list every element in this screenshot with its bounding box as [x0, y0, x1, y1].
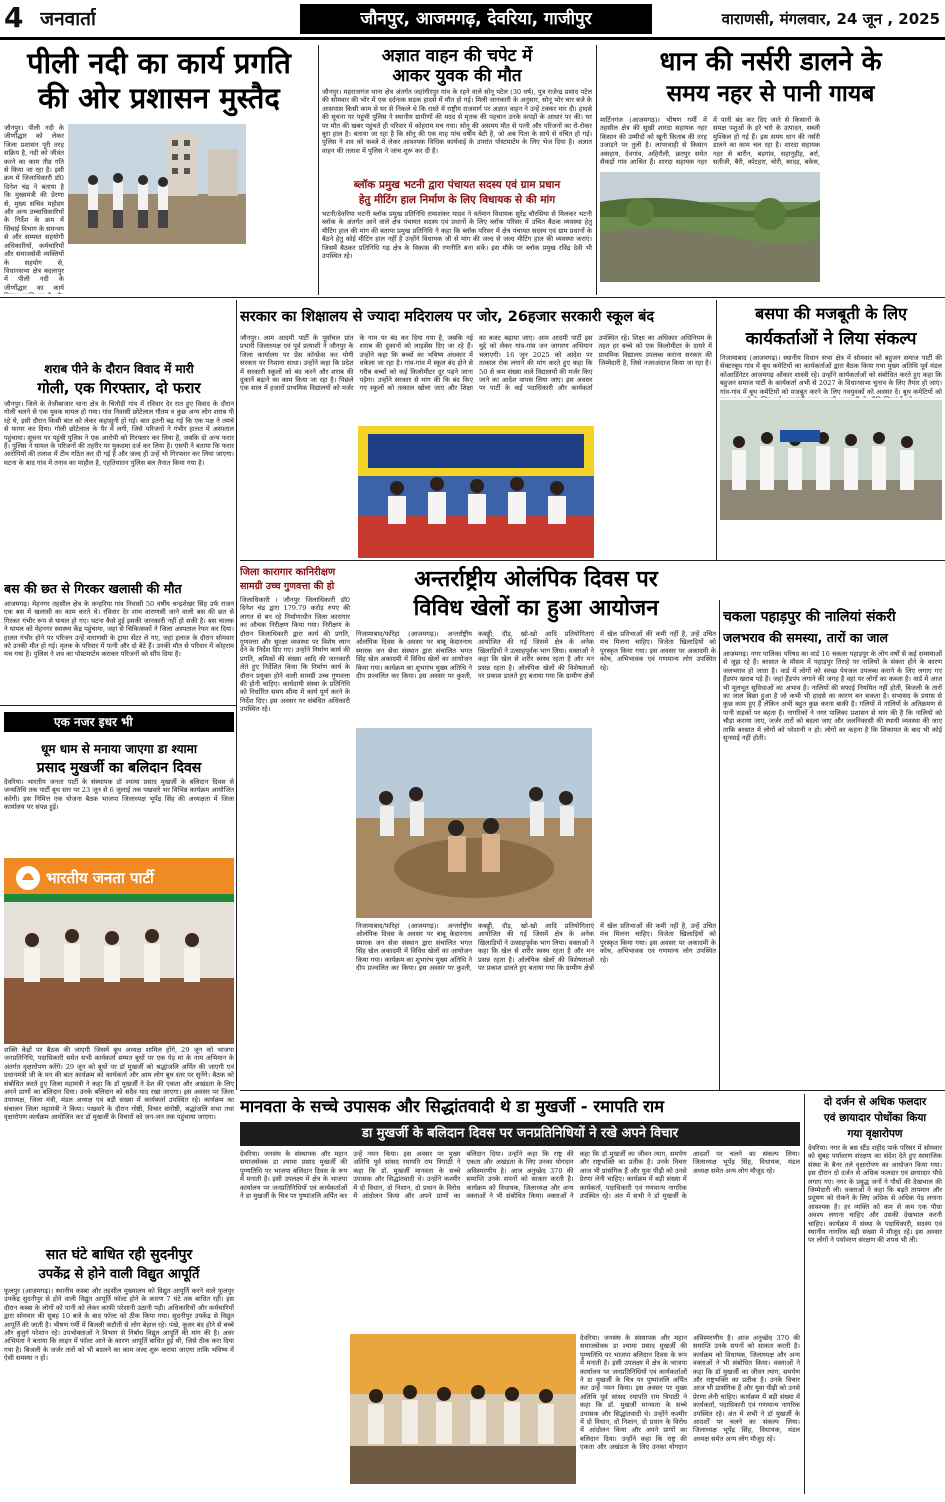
article-body-right: [596, 728, 716, 918]
article-body-right: [598, 426, 712, 558]
tribute-event-photo: [350, 1334, 576, 1484]
article-olympic-day: [356, 566, 716, 1086]
subheadline-text: डा मुखर्जी के बलिदान दिवस पर जनप्रतिनिधियों ने रखे अपने विचार: [361, 1126, 679, 1141]
article-bsp-resolve: [720, 302, 942, 602]
bjp-meeting-photo: [4, 858, 234, 1044]
article-power-cut: [4, 1245, 234, 1497]
wrestling-photo: [356, 728, 592, 918]
section-label-bar: [4, 712, 234, 732]
headline-line2: एवं छायादार पोधोंका किया: [823, 1112, 927, 1124]
headline-line1: पीली नदी का कार्य प्रगति: [27, 46, 291, 80]
headline-line2: कार्यकर्ताओं ने लिया संकल्प: [745, 329, 917, 349]
article-body-col1: जौनपुर। पीली नदी के जीर्णोद्धार को लेकर जिला प्रशासन पूरी तरह सक्रिय है, नदी को जीवंत करने का काम तीव्र गति से किया जा रहा है। इसी क्रम में जिलाधिकारी डॉ0 दिनेश चंद्र ने बताया है कि मुख्यमंत्री की प्रेरणा से, मुख्य सचिव महोदय और अन्य उच्चाधिकारियों के निर्देश के क्रम में सिंचाई विभाग के समन्वय से और सम्मस्त सहयोगी अधिकारियों, कर्मचारियों और समाजसेवी व्यक्तियों के सहयोग से, विधानसभा क्षेत्र बदलापुर में पीली नदी के जीर्णोद्धार का कार्य: [4, 124, 64, 292]
rule-2: [596, 45, 597, 295]
article-body-top: निजामाबाद/फरिहां (आजमगढ़)। अन्तर्राष्ट्रीय ओलंपिक दिवस के अवसर पर बाबू केदारनाथ स्मारक जन सेवा संस्थान द्वारा संचालित भगत सिंह खेल अकादमी में विविध खेलों का आयोजन किया गया। कार्यक्रम का शुभारंभ मुख्य अतिथि ने दीप प्रज्वलित कर किया। इस अवसर पर कुश्ती, कबड्डी, दौड़, खो-खो आदि प्रतियोगिताएं आयोजित की गईं जिसमें क्षेत्र के अनेक खिलाड़ियों ने उत्साहपूर्वक भाग लिया। वक्ताओं ने कहा कि खेल से शरीर स्वस्थ रहता है और मन प्रसन्न रहता है। ओलंपिक खेलों की विशेषताओं पर प्रकाश डालते हुए बताया गया कि ग्रामीण क्षेत्रों में खेल प्रतिभाओं की कमी नहीं है, उन्हें उचित मंच मिलना चाहिए। विजेता खिलाड़ियों को पुरस्कृत किया गया। इस अवसर पर अकादमी के कोच, अभिभावक एवं गणमान्य लोग उपस्थित रहे।: [356, 630, 716, 681]
article-schools-closed: [240, 302, 712, 558]
bsp-meeting-photo: [720, 400, 942, 520]
region-text: जौनपुर, आजमगढ़, देवरिया, गाजीपुर: [360, 9, 592, 29]
headline-line1: शराब पीने के दौरान विवाद में मारी: [44, 362, 194, 376]
headline-line1: धूम धाम से मनाया जाएगा डा श्यामा: [41, 742, 197, 756]
article-body: भटनी/देवरिया भटनी ब्लॉक प्रमुख प्रतिनिधि रामाशंकर यादव ने वर्तमान विधायक सुरेंद्र चौरसिया से मिलकर भटनी ब्लॉक के अंतर्गत आने वाले क्षेत्र पंचायत सदस्य एवं प्रधानों के लिए ब्लॉक परिसर में उचित बैठक व्यवस्था हेतु मीटिंग हाल की मांग की बताया प्रमुख प्रतिनिधि ने कहा कि ब्लॉक परिसर में क्षेत्र पंचायत सदस्य एवं ग्राम प्रधानों के बैठने हेतु कोई मीटिंग हाल नहीं है उन्होंने विधायक जी से मांग की जल्द से जल्द मीटिंग हाल की व्यवस्था कराएं। जिसमें बैठकर प्रतिनिधि गढ़ क्षेत्र के विकास की रणनीति बना सकें। इस मौके पर ब्लॉक प्रमुख रविंद्र देवी भी उपस्थित रहे।: [322, 210, 592, 261]
headline-line1: जिला कारागार कानिरीक्षण: [240, 567, 336, 578]
headline-line2: आकर युवक की मौत: [392, 66, 522, 86]
headline: सरकार का शिक्षालय से ज्यादा मदिरालय पर जोर, 26हजार सरकारी स्कूल बंद: [240, 309, 655, 325]
region-strip: [300, 4, 652, 34]
article-body: देवरिया। नगर के बस स्टैंड शहीद पार्क परिसर में सोमवार को सुबह पर्यावरण संरक्षण का संदेश देते हुए सामाजिक संस्था के बैनर तले वृक्षारोपण का आयोजन किया गया। इस दौरान दो दर्जन से अधिक फलदार एवं छायादार पौधे लगाए गए। नगर के प्रबुद्ध जनों ने पौधों की देखभाल की जिम्मेदारी ली। वक्ताओं ने कहा कि बढ़ते तापमान और प्रदूषण को रोकने के लिए अधिक से अधिक पेड़ लगाना आवश्यक है। हर व्यक्ति को कम से कम एक पौधा अवश्य लगाना चाहिए और उसकी देखभाल करनी चाहिए। कार्यक्रम में संस्था के पदाधिकारी, सदस्य एवं स्थानीय नागरिक बड़ी संख्या में मौजूद रहे। इस अवसर पर लोगों ने पर्यावरण संरक्षण की शपथ भी ली।: [808, 1144, 942, 1245]
article-lead: निजामाबाद (आजमगढ़)। स्थानीय विधान सभा क्षेत्र में सोमवार को बहुजन समाज पार्टी की सेक्टरबूथ गांव में बूथ कमेटियों का कार्यकर्ताओं द्वारा बैठक किया गया मुख्य अतिथि पूर्व मंडल कोआर्डिनेटर आजमगढ़ ओंकार शास्त्री रहे। उन्होंने कार्यकर्ताओं को संबोधित करते हुए कहा कि बहुजन समाज पार्टी के कार्यकर्ता अभी से 2027 के विधानसभा चुनाव के लिए तैयार हो जाएं। गांव-गांव में बूथ कमेटियों को मजबूत करने के लिए नवयुवकों को अवसर दें। बूथ कमेटियों को: [720, 354, 942, 396]
rule-4: [236, 300, 237, 1090]
article-body: जौनपुर। जिले के तेजीबाजार थाना क्षेत्र के चितौड़ी गांव में रविवार देर रात हुए विवाद के दौरान गोली चलने से एक युवक घायल हो गया। गांव निवासी छोटेलाल गौतम व कुछ अन्य लोग शराब पी रहे थे, इसी दौरान किसी बात को लेकर कहासुनी हो गई। बात इतनी बढ़ गई कि एक पक्ष ने तमंचे से फायर कर दिया। गोली छोटेलाल के पैर में लगी, जिसे परिजनों ने गंभीर हालत में अस्पताल पहुंचाया। सूचना पर पहुंची पुलिस ने एक आरोपी को गिरफ्तार कर लिया है, जबकि दो अन्य फरार हैं। पुलिस ने घायल के परिजनों की तहरीर पर मुकदमा दर्ज कर लिया है। एसपी ने बताया कि फरार आरोपियों की तलाश में टीम गठित कर दी गई है और जल्द ही उन्हें भी गिरफ्तार कर लिया जाएगा। घटना के बाद गांव में तनाव का माहौल है, एहतियातन पुलिस बल तैनात किया गया है।: [4, 400, 234, 467]
article-bus-roof: [4, 580, 234, 702]
article-body: जिलाधिकारी । जौनपुर जिलाधिकारी डॉ0 दिनेश चंद्र द्वारा 179.79 करोड़ रुपए की लागत से बन रहे निर्माणाधीन जिला कारागार का औचक निरीक्षण किया गया। निरीक्षण के दौरान जिलाधिकारी द्वारा कार्य की प्रगति, गुणवत्ता और सुरक्षा व्यवस्था पर विशेष ध्यान देने के निर्देश दिए गए। उन्होंने निर्माण कार्य की प्रगति, श्रमिकों की संख्या आदि की जानकारी लेते हुए निर्देशित किया कि निर्माण कार्य के दौरान प्रयुक्त होने वाली सामग्री उच्च गुणवत्ता की होनी चाहिए। कार्यदायी संस्था के प्रतिनिधि को निर्धारित समय सीमा में कार्य पूर्ण करने के निर्देश दिए। इस अवसर पर संबंधित अधिकारी उपस्थित रहे।: [240, 596, 350, 714]
article-body: जौनपुर। महराजगंज थाना क्षेत्र अंतर्गत जहांगीरपुर गांव के रहने वाले सोनू पटेल (30 वर्ष), पुत्र राजेन्द्र प्रसाद पटेल की सोमवार की भोर में एक दर्दनाक सड़क हादसे में मौत हो गई। मिली जानकारी के अनुसार, सोनू भोर चार बजे के आसपास किसी काम से घर से निकले थे कि रास्ते में राष्ट्रीय राजमार्ग पर अज्ञात वाहन ने उन्हें टक्कर मार दी। हादसे की सूचना पर पहुंची पुलिस ने स्थानीय ग्रामीणों की मदद से मृतक की पहचान उनके कपड़ों के आधार पर की। घर पर मौत की खबर पहुंचते ही परिवार में कोहराम मच गया। सोनू की असमय मौत से पत्नी और परिजनों का रो-रोकर बुरा हाल है। बताया जा रहा है कि सोनू की एक माह पांच वर्षीय बेटी है, जो अब पिता के साये से वंचित हो गई। पुलिस ने शव को कब्जे में लेकर आवश्यक विधिक कार्यवाई के उपरांत पोस्टमार्टम के लिए भेज दिया है। अज्ञात वाहन की तलाश में पुलिस ने जांच शुरू कर दी है।: [322, 88, 592, 155]
article-body-text-continued: देवरिया। जनसंघ के संस्थापक और महान समाजसेवक डा श्यामा प्रसाद मुखर्जी की पुण्यतिथि पर भाजपा बलिदान दिवस के रूप में मनाती है। इसी उपलक्ष्य में क्षेत्र के भाजपा कार्यालय पर जनप्रतिनिधियों एवं कार्यकर्ताओं ने डा मुखर्जी के चित्र पर पुष्पांजलि अर्पित कर उन्हें नमन किया। इस अवसर पर मुख्य अतिथि पूर्व सांसद रमापति राम त्रिपाठी ने कहा कि डॉ. मुखर्जी मानवता के सच्चे उपासक और सिद्धांतवादी थे। उन्होंने कश्मीर में दो विधान, दो निशान, दो प्रधान के विरोध में आंदोलन किया और अपने प्राणों का बलिदान दिया। उन्होंने कहा कि राष्ट्र की एकता और अखंडता के लिए उनका योगदान अविस्मरणीय है। आज अनुच्छेद 370 की समाप्ति उनके सपनों को साकार करती है। कार्यक्रम को विधायक, जिलाध्यक्ष और अन्य वक्ताओं ने भी संबोधित किया। वक्ताओं ने कहा कि डॉ मुखर्जी का जीवन त्याग, समर्पण और राष्ट्रभक्ति का प्रतीक है। उनके विचार आज भी प्रासंगिक हैं और युवा पीढ़ी को उनसे प्रेरणा लेनी चाहिए। कार्यक्रम में बड़ी संख्या में कार्यकर्ता, पदाधिकारी एवं गणमान्य नागरिक उपस्थित रहे। अंत में सभी ने डॉ मुखर्जी के आदर्शों पर चलने का संकल्प लिया। जिलाध्यक्ष भूपेंद्र सिंह, विधायक, मंडल अध्यक्ष समेत अन्य लोग मौजूद रहे।: [580, 1334, 800, 1452]
article-chakla-drains: [723, 606, 942, 1088]
headline: मानवता के सच्चे उपासक और सिद्धांतवादी थे डा मुखर्जी - रमापति राम: [240, 1097, 664, 1116]
section-ek-nazar: [4, 712, 234, 1152]
headline-line2: समय नहर से पानी गायब: [666, 81, 875, 107]
headline-line2: हेतु मीटिंग हाल निर्माण के लिए विधायक से की मांग: [358, 194, 556, 206]
article-pili-nadi: [4, 46, 314, 294]
headline-line2: विविध खेलों का हुआ आयोजन: [413, 596, 659, 621]
headline-line2: प्रसाद मुखर्जी का बलिदान दिवस: [36, 760, 202, 776]
article-body: आजमगढ़। नगर पालिका परिषद का वार्ड 16 चकला पहाड़पुर के लोग वर्षों से कई समस्याओं से जूझ रहे हैं। बरसात के मौसम में पहाड़पुर तिराहे पर नालियों के संकरा होने के कारण जलभराव हो जाता है। वार्ड में लोगों को स्वच्छ पेयजल उपलब्ध कराने के लिए लगाए गए हैंडपंप खराब पड़े हैं। जहां हैंडपंप लगाने की जगह है वहां पर लोगों का कब्जा है। वार्ड में आज भी मूलभूत सुविधाओं का अभाव है। नालियों की सफाई नियमित नहीं होती, बिजली के तारों का जाल बिछा हुआ है जो कभी भी हादसे का कारण बन सकता है। सभासद के प्रयास से कुछ काम हुए हैं लेकिन अभी बहुत कुछ करना बाकी है। गलियों में नालियों के अतिक्रमण से पानी सड़कों पर बहता है। नागरिकों ने नगर पालिका प्रशासन से मांग की है कि नालियों को चौड़ा कराया जाए, जर्जर तारों को बदला जाए और जलनिकासी की स्थायी व्यवस्था की जाए ताकि बरसात में लोगों को परेशानी न हो। लोगों का कहना है कि शिकायत के बाद भी कोई सुनवाई नहीं होती।: [723, 650, 942, 743]
article-body-bottom: [356, 922, 716, 1082]
article-tree-plantation: [808, 1094, 942, 1498]
article-block-pramukh: [322, 178, 592, 296]
dateline: वाराणसी, मंगलवार, 24 जून , 2025: [721, 10, 940, 28]
rule-7: [0, 705, 236, 706]
article-body-col2: [68, 246, 246, 294]
page-number: 4: [4, 2, 24, 34]
article-mukherjee-tribute: [240, 1094, 800, 1498]
rule-3: [0, 297, 945, 298]
headline-line1: अज्ञात वाहन की चपेट में: [381, 46, 533, 66]
construction-site-photo: [68, 124, 246, 244]
headline-line2: गोली, एक गिरफ्तार, दो फरार: [37, 379, 201, 397]
headline-line1: धान की नर्सरी डालने के: [659, 47, 882, 77]
rule-5: [716, 300, 717, 560]
rule-9: [240, 1090, 945, 1091]
article-body: फूलपुर (आजमगढ़)। स्थानीय कस्बा और तहसील मुख्यालय को विद्युत आपूर्ति करने वाले फूलपुर उपकेंद्र सुदनीपुर से होने वाली विद्युत आपूर्ति फॉल्ट होने के कारण 7 घंटे तक बाधित रही। इस दौरान कस्बा के लोगों को पानी को लेकर काफी परेशानी उठानी पड़ी। अधिकारियों और कर्मचारियों द्वारा सोमवार की सुबह 10 बजे के बाद फॉल्ट को ठीक किया गया। सुदनीपुर उपकेंद्र से विद्युत आपूर्ति की जाती है। भीषण गर्मी में बिजली कटौती से लोग बेहाल रहे। पंखे, कूलर बंद होने से बच्चे और बुजुर्ग परेशान रहे। उपभोक्ताओं ने विभाग से निर्बाध विद्युत आपूर्ति की मांग की है। अवर अभियंता ने बताया कि लाइन में फॉल्ट आने के कारण आपूर्ति बाधित हुई थी, जिसे ठीक करा दिया गया है। बिजली के जर्जर तारों को भी बदलने का काम जल्द शुरू कराया जाएगा ताकि भविष्य में ऐसी समस्या न हो।: [4, 1287, 234, 1363]
headline-line1: अन्तर्राष्ट्रीय ओलंपिक दिवस पर: [414, 567, 658, 592]
headline-line2: उपकेंद्र से होने वाली विद्युत आपूर्ति: [38, 1267, 200, 1282]
article-body-col3: [250, 124, 314, 294]
article-body: शक्ति केंद्रों पर बैठक की जाएगी जिसमें बूथ अध्यक्ष शामिल होंगे, 29 जून को भाजपा जनप्रतिनिधि, पदाधिकारी समेत सभी कार्यकर्ता सम्मत बूथों पर एक पेड़ मां के नाम अभियान के अंतर्गत वृक्षारोपण करेंगे। 29 जून को बूथों पर डॉ मुखर्जी को श्रद्धांजलि अर्पित की जाएगी एवं प्रधानमंत्री जी के मन की बात कार्यक्रम को कार्यकर्ता और आम लोग बूथ स्तर पर सुनेंगे। बैठक को संबोधित करते हुए जिला महामंत्री ने कहा कि डॉ मुखर्जी ने देश की एकता और अखंडता के लिए अपने प्राणों का बलिदान दिया। उनके बलिदान को सदैव याद रखा जाएगा। इस अवसर पर जिला उपाध्यक्ष, जिला मंत्री, मंडल अध्यक्ष एवं बड़ी संख्या में कार्यकर्ता उपस्थित रहे। कार्यक्रम का संचालन जिला महामंत्री ने किया। पखवारे के दौरान गोष्ठी, विचार संगोष्ठी, श्रद्धांजलि सभा तथा वृक्षारोपण कार्यक्रम आयोजित कर डॉ मुखर्जी के विचारों को जन-जन तक पहुंचाया जाएगा।: [4, 1046, 234, 1122]
dry-canal-photo: [600, 172, 820, 282]
headline-line1: सात घंटे बाधित रही सुदनीपुर: [45, 1247, 193, 1263]
brand-name: जनवार्ता: [40, 8, 96, 30]
article-body-left: [240, 1334, 346, 1494]
headline-line1: ब्लॉक प्रमुख भटनी द्वारा पंचायत सदस्य एवं ग्राम प्रधान: [353, 179, 561, 191]
article-lead: देवरिया। भारतीय जनता पार्टी के संस्थापक डॉ श्यामा प्रसाद मुखर्जी के बलिदान दिवस से जन्मतिथि तक पार्टी बूथ स्तर पर 23 जून से 6 जुलाई तक पखवारे भर विभिन्न कार्यक्रम आयोजित करेगी। इस निमित्त एक योजना बैठक भाजपा जिलाध्यक्ष भूपेंद्र सिंह की अध्यक्षता में जिला कार्यालय पर संपन्न हुई।: [4, 778, 234, 812]
headline-line1: बसपा की मजबूती के लिए: [755, 304, 907, 323]
section-label: एक नजर इधर भी: [54, 715, 133, 729]
article-body-text-continued: निजामाबाद/फरिहां (आजमगढ़)। अन्तर्राष्ट्रीय ओलंपिक दिवस के अवसर पर बाबू केदारनाथ स्मारक जन सेवा संस्थान द्वारा संचालित भगत सिंह खेल अकादमी में विविध खेलों का आयोजन किया गया। कार्यक्रम का शुभारंभ मुख्य अतिथि ने दीप प्रज्वलित कर किया। इस अवसर पर कुश्ती, कबड्डी, दौड़, खो-खो आदि प्रतियोगिताएं आयोजित की गईं जिसमें क्षेत्र के अनेक खिलाड़ियों ने उत्साहपूर्वक भाग लिया। वक्ताओं ने कहा कि खेल से शरीर स्वस्थ रहता है और मन प्रसन्न रहता है। ओलंपिक खेलों की विशेषताओं पर प्रकाश डालते हुए बताया गया कि ग्रामीण क्षेत्रों में खेल प्रतिभाओं की कमी नहीं है, उन्हें उचित मंच मिलना चाहिए। विजेता खिलाड़ियों को पुरस्कृत किया गया। इस अवसर पर अकादमी के कोच, अभिभावक एवं गणमान्य लोग उपस्थित रहे।: [356, 922, 716, 973]
rule-1: [318, 45, 319, 295]
aap-press-conference-photo: [358, 426, 594, 558]
masthead: [0, 0, 945, 40]
headline: चकला पहाड़पुर की नालियां संकरी: [723, 609, 896, 625]
article-body-top: देवरिया। जनसंघ के संस्थापक और महान समाजसेवक डा श्यामा प्रसाद मुखर्जी की पुण्यतिथि पर भाजपा बलिदान दिवस के रूप में मनाती है। इसी उपलक्ष्य में क्षेत्र के भाजपा कार्यालय पर जनप्रतिनिधियों एवं कार्यकर्ताओं ने डा मुखर्जी के चित्र पर पुष्पांजलि अर्पित कर उन्हें नमन किया। इस अवसर पर मुख्य अतिथि पूर्व सांसद रमापति राम त्रिपाठी ने कहा कि डॉ. मुखर्जी मानवता के सच्चे उपासक और सिद्धांतवादी थे। उन्होंने कश्मीर में दो विधान, दो निशान, दो प्रधान के विरोध में आंदोलन किया और अपने प्राणों का बलिदान दिया। उन्होंने कहा कि राष्ट्र की एकता और अखंडता के लिए उनका योगदान अविस्मरणीय है। आज अनुच्छेद 370 की समाप्ति उनके सपनों को साकार करती है। कार्यक्रम को विधायक, जिलाध्यक्ष और अन्य वक्ताओं ने भी संबोधित किया। वक्ताओं ने कहा कि डॉ मुखर्जी का जीवन त्याग, समर्पण और राष्ट्रभक्ति का प्रतीक है। उनके विचार आज भी प्रासंगिक हैं और युवा पीढ़ी को उनसे प्रेरणा लेनी चाहिए। कार्यक्रम में बड़ी संख्या में कार्यकर्ता, पदाधिकारी एवं गणमान्य नागरिक उपस्थित रहे। अंत में सभी ने डॉ मुखर्जी के आदर्शों पर चलने का संकल्प लिया। जिलाध्यक्ष भूपेंद्र सिंह, विधायक, मंडल अध्यक्ष समेत अन्य लोग मौजूद रहे।: [240, 1150, 800, 1201]
article-body-left: मार्टिनगंज (आजमगढ़)। भीषण गर्मी में तहसील क्षेत्र की सूखी शारदा सहायक नहर किसान की उम्मीदों को खूनी किताब की तरह उजाड़ने पर तुली है। लापरवाही से किसान असहाय, देवगांव, अहिरौली, छतपुर समेत सैकड़ों गांव आश्रित हैं। शारदा सहायक नहर में पानी बंद कर दिए जाने से किसानों के समक्ष पशुओं के हरे चारे के उत्पादन, सब्जी मुश्किल हो गई हैं। इस समय धान की नर्सरी डालने का काम चल रहा है। शारदा सहायक नहर से बारीन, बड़गांव, सहानुहीह, बर्रा, सतीजी, बैरी, कोटहरा, चोरी, बरदह, बकेस,: [600, 116, 820, 167]
article-liquor-dispute: [4, 360, 234, 570]
headline-line2: की ओर प्रशासन मुस्तैद: [38, 81, 280, 115]
headline-line1: दो दर्जन से अधिक फलदार: [823, 1096, 927, 1108]
headline-line2: सामग्री उच्च गुणवत्ता की हो: [240, 581, 335, 592]
rule-8: [719, 600, 720, 1090]
headline: बस की छत से गिरकर खलासी की मौत: [4, 581, 182, 596]
party-banner-text: भारतीय जनता पार्टी: [46, 869, 154, 887]
article-body: आजमगढ़। मेहनगर तहसील क्षेत्र के कन्हरिया गांव निवासी 50 वर्षीय चन्द्रशेखर सिंह उर्फ राजन एक बस में खलासी का काम करते थे। रविवार देर शाम वाराणसी जाने वाली बस की छत से गिरकर गंभीर रूप से घायल हो गए। घटना कैसे हुई इसकी जानकारी नहीं हो सकी है। बस चालक ने घायल को मेहनगर स्वास्थ्य केंद्र पहुंचाया, जहां से चिकित्सकों ने जिला अस्पताल रेफर कर दिया। हालत गंभीर होने पर परिजन उन्हें वाराणसी के ट्रामा सेंटर ले गए, जहां इलाज के दौरान सोमवार को उनकी मौत हो गई। मृतक के परिवार में पत्नी और दो बेटे हैं। उनकी मौत से परिवार में कोहराम मच गया है। पुलिस ने शव का पोस्टमार्टम कराकर परिजनों को सौंप दिया है।: [4, 600, 234, 659]
article-jail-inspection: [240, 566, 350, 1066]
article-body-right: [580, 1334, 800, 1494]
article-body-top: जौनपुर। आम आदमी पार्टी के पूर्वांचल प्रांत प्रभारी जिलाध्यक्ष एवं पूर्व प्रत्याशी ने जौनपुर के जिला कार्यालय पर प्रेस कॉन्फ्रेंस कर योगी सरकार पर निशाना साधा। उन्होंने कहा कि प्रदेश में सरकारी स्कूलों को बंद करने और शराब की दुकानें बढ़ाने का काम किया जा रहा है। पिछले एक साल में हजारों प्राथमिक विद्यालयों को मर्जर के नाम पर बंद कर दिया गया है, जबकि नई शराब की दुकानों को लाइसेंस दिए जा रहे हैं। उन्होंने कहा कि बच्चों का भविष्य अंधकार में धकेला जा रहा है। गांव-गांव में स्कूल बंद होने से गरीब बच्चों को कई किलोमीटर दूर पढ़ने जाना पड़ेगा। उन्होंने सरकार से मांग की कि बंद किए गए स्कूलों को तत्काल खोला जाए और शिक्षा का बजट बढ़ाया जाए। आम आदमी पार्टी इस मुद्दे को लेकर गांव-गांव जन जागरण अभियान चलाएगी। 16 जून 2025 को आदेश पर तत्काल रोक लगाने की मांग करते हुए कहा कि 50 से कम संख्या वाले विद्यालयों की मर्जर किए जाने का आदेश वापस लिया जाए। इस अवसर पर पार्टी के कई पदाधिकारी और कार्यकर्ता उपस्थित रहे। शिक्षा का अधिकार अधिनियम के तहत हर बच्चे को एक किलोमीटर के दायरे में प्राथमिक विद्यालय उपलब्ध कराना सरकार की जिम्मेदारी है, जिसे नजरअंदाज किया जा रहा है।: [240, 334, 712, 393]
rule-10: [804, 1094, 805, 1494]
subheadline: जलभराव की समस्या, तारों का जाल: [723, 630, 888, 645]
article-accident: [322, 46, 592, 176]
article-body-left: [240, 426, 354, 558]
subheadline-bar: [240, 1122, 800, 1146]
headline-line3: गया वृक्षारोपण: [847, 1128, 903, 1140]
article-paddy-nursery: [600, 46, 941, 296]
article-body-right: [826, 116, 941, 296]
